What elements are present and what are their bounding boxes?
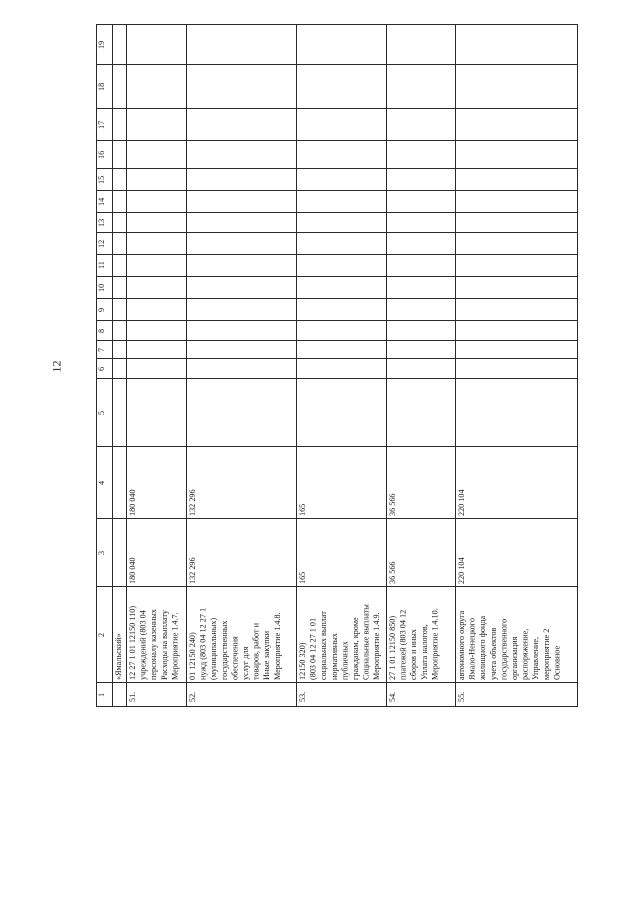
- description-line: обеспечения: [230, 636, 240, 680]
- table-cell: [126, 276, 186, 298]
- continuation-cell: [112, 190, 126, 212]
- table-cell: [296, 190, 386, 212]
- table-cell: [455, 108, 577, 140]
- table-cell: [186, 190, 296, 212]
- header-cell: [96, 108, 112, 140]
- description-line: Мероприятие 1.4.8.: [272, 612, 282, 680]
- table-cell: [386, 378, 455, 446]
- table-cell: [126, 254, 186, 276]
- page-number: 12: [49, 360, 64, 372]
- continuation-cell: [112, 276, 126, 298]
- row-number: 53.: [298, 691, 307, 702]
- header-cell: [96, 446, 112, 518]
- description-line: Уплата налогов,: [419, 624, 429, 680]
- table-cell: [386, 518, 455, 586]
- table-cell: [455, 298, 577, 320]
- table-cell: [296, 358, 386, 378]
- row-description: [187, 587, 284, 682]
- table-cell: [455, 64, 577, 108]
- header-cell: [96, 378, 112, 446]
- continuation-cell: [112, 212, 126, 232]
- header-cell: [96, 358, 112, 378]
- header-number: 2: [97, 632, 106, 637]
- continuation-cell: [112, 682, 126, 706]
- table-cell: [126, 190, 186, 212]
- table-cell: [455, 518, 577, 586]
- table-cell: [126, 682, 186, 706]
- table-cell: [455, 212, 577, 232]
- table-cell: [296, 108, 386, 140]
- header-cell: [96, 298, 112, 320]
- table-cell: [126, 64, 186, 108]
- header-number: 6: [97, 366, 106, 371]
- header-cell: [96, 24, 112, 64]
- table-cell: [296, 64, 386, 108]
- description-line: жилищного фонда: [478, 615, 488, 680]
- row-number: 55.: [457, 691, 466, 702]
- table-cell: [126, 586, 186, 682]
- table-cell: [186, 682, 296, 706]
- table-cell: [296, 298, 386, 320]
- table-cell: [186, 358, 296, 378]
- row-description: [456, 587, 564, 682]
- table-cell: [126, 446, 186, 518]
- table-cell: [455, 232, 577, 254]
- table-cell: [126, 168, 186, 190]
- description-line: (803 04 12 27 1 01: [308, 617, 318, 680]
- table-cell: [386, 358, 455, 378]
- description-line: организация: [509, 636, 519, 680]
- header-number: 13: [97, 218, 106, 227]
- table-cell: [455, 358, 577, 378]
- description-line: Расходы на выплату: [159, 610, 169, 680]
- table-cell: [386, 254, 455, 276]
- description-line: 27 1 01 12150 850): [388, 615, 397, 680]
- header-number: 4: [97, 480, 106, 485]
- row-value-col4: 132 296: [188, 489, 197, 516]
- header-cell: [96, 190, 112, 212]
- description-line: распоряжение,: [520, 628, 530, 680]
- description-line: государственного: [499, 618, 509, 680]
- table-cell: [296, 232, 386, 254]
- header-number: 7: [97, 347, 106, 352]
- header-cell: [96, 340, 112, 358]
- table-cell: [126, 378, 186, 446]
- description-line: Мероприятие 1.4.7.: [170, 612, 180, 680]
- description-line: социальных выплат: [319, 611, 329, 680]
- table-cell: [126, 212, 186, 232]
- description-line: публичных: [340, 641, 350, 680]
- table-cell: [386, 276, 455, 298]
- description-line: 01 12150 240): [188, 632, 197, 680]
- table-cell: [386, 24, 455, 64]
- row-number: 52.: [188, 691, 197, 702]
- table-cell: [386, 232, 455, 254]
- table-cell: [126, 340, 186, 358]
- table-cell: [455, 190, 577, 212]
- table-cell: [186, 24, 296, 64]
- continuation-cell: [112, 298, 126, 320]
- row-value-col3: 180 040: [128, 557, 137, 584]
- table-cell: [186, 518, 296, 586]
- header-number: 11: [97, 261, 106, 270]
- table-cell: [386, 190, 455, 212]
- table-cell: [455, 446, 577, 518]
- table-right-border: [577, 24, 578, 706]
- table-cell: [296, 140, 386, 168]
- row-value-col3: 36 566: [388, 561, 397, 584]
- header-number: 3: [97, 550, 106, 555]
- table-cell: [386, 340, 455, 358]
- continuation-cell: [112, 320, 126, 340]
- table-cell: [386, 586, 455, 682]
- row-description: [387, 587, 442, 682]
- description-line: товаров, работ и: [251, 623, 261, 680]
- table-cell: [296, 518, 386, 586]
- description-line: Основное: [552, 645, 562, 680]
- description-line: платежей (803 04 12: [398, 609, 408, 680]
- description-line: гражданам, кроме: [350, 617, 360, 680]
- continuation-cell: [112, 64, 126, 108]
- continuation-cell: [112, 108, 126, 140]
- table-cell: [296, 168, 386, 190]
- description-line: учреждений (803 04: [138, 610, 148, 680]
- header-number: 17: [97, 120, 106, 129]
- table-cell: [186, 168, 296, 190]
- header-number: 18: [97, 82, 106, 91]
- header-number: 8: [97, 328, 106, 333]
- header-cell: [96, 320, 112, 340]
- header-number: 10: [97, 283, 106, 292]
- table-cell: [126, 518, 186, 586]
- row-value-col3: 165: [298, 571, 307, 584]
- table-cell: [386, 168, 455, 190]
- table-cell: [455, 276, 577, 298]
- continuation-cell: [112, 140, 126, 168]
- table-cell: [455, 320, 577, 340]
- table-cell: [126, 140, 186, 168]
- table-cell: [186, 212, 296, 232]
- table-cell: [126, 108, 186, 140]
- table-cell: [455, 168, 577, 190]
- description-line: нужд (803 04 12 27 1: [198, 607, 208, 680]
- table-cell: [126, 298, 186, 320]
- row-number: 54.: [388, 691, 397, 702]
- table-cell: [386, 108, 455, 140]
- table-cell: [296, 276, 386, 298]
- description-line: сборов и иных: [409, 629, 419, 680]
- table-cell: [386, 140, 455, 168]
- continuation-cell: [112, 586, 126, 682]
- description-line: государственных: [219, 620, 229, 680]
- table-cell: [296, 586, 386, 682]
- continuation-cell: [112, 254, 126, 276]
- header-number: 9: [97, 307, 106, 312]
- table-cell: [455, 140, 577, 168]
- row-description: [127, 587, 182, 682]
- continuation-cell: [112, 518, 126, 586]
- table-cell: [186, 254, 296, 276]
- description-line: персоналу казенных: [149, 609, 159, 680]
- table-cell: [126, 358, 186, 378]
- row-value-col4: 165: [298, 503, 307, 516]
- table-cell: [455, 586, 577, 682]
- table-cell: [296, 212, 386, 232]
- description-line: автономного округа: [457, 610, 466, 680]
- table-cell: [186, 108, 296, 140]
- table-cell: [186, 298, 296, 320]
- table-cell: [386, 446, 455, 518]
- header-number: 19: [97, 40, 106, 49]
- table-cell: [186, 340, 296, 358]
- table-cell: [386, 212, 455, 232]
- description-line: 12 27 1 01 12150 110): [128, 605, 137, 680]
- table-cell: [296, 446, 386, 518]
- table-cell: [186, 586, 296, 682]
- description-line: (муниципальных): [209, 617, 219, 680]
- header-cell: [96, 168, 112, 190]
- table-cell: [296, 340, 386, 358]
- table-cell: [296, 320, 386, 340]
- header-cell: [96, 276, 112, 298]
- table-cell: [296, 682, 386, 706]
- row-number: 51.: [128, 691, 137, 702]
- row-value-col4: 180 040: [128, 489, 137, 516]
- header-number: 14: [97, 197, 106, 206]
- row-value-col4: 36 566: [388, 493, 397, 516]
- continuation-cell: [112, 168, 126, 190]
- table-cell: [186, 446, 296, 518]
- continuation-cell: [112, 378, 126, 446]
- table-cell: [186, 320, 296, 340]
- description-line: мероприятие 2: [541, 628, 551, 680]
- header-number: 1: [97, 692, 106, 697]
- header-number: 12: [97, 239, 106, 248]
- table-cell: [126, 320, 186, 340]
- continuation-cell: [112, 24, 126, 64]
- table-cell: [186, 378, 296, 446]
- continuation-text: «Ямальский»: [114, 633, 123, 680]
- row-value-col3: 132 296: [188, 557, 197, 584]
- continuation-cell: [112, 446, 126, 518]
- description-line: услуг для: [240, 646, 250, 680]
- description-line: Мероприятие 1.4.9.: [372, 612, 382, 680]
- table-cell: [455, 340, 577, 358]
- header-cell: [96, 518, 112, 586]
- row-value-col3: 220 104: [457, 557, 466, 584]
- continuation-cell: [112, 340, 126, 358]
- description-line: Социальные выплаты: [361, 604, 371, 680]
- description-line: учета объектов: [488, 627, 498, 680]
- table-cell: [386, 682, 455, 706]
- description-line: нормативных: [329, 633, 339, 680]
- header-cell: [96, 140, 112, 168]
- table-cell: [386, 320, 455, 340]
- header-number: 5: [97, 410, 106, 415]
- table-cell: [455, 682, 577, 706]
- table-cell: [296, 378, 386, 446]
- table-cell: [386, 64, 455, 108]
- row-description: [297, 587, 384, 682]
- row-value-col4: 220 104: [457, 489, 466, 516]
- table-cell: [455, 24, 577, 64]
- header-number: 16: [97, 150, 106, 159]
- continuation-cell: [112, 232, 126, 254]
- table-cell: [296, 24, 386, 64]
- table-cell: [455, 254, 577, 276]
- description-line: Иные закупки: [262, 630, 272, 680]
- table-cell: [386, 298, 455, 320]
- table-cell: [186, 276, 296, 298]
- header-cell: [96, 682, 112, 706]
- description-line: Мероприятие 1.4.10.: [430, 608, 440, 680]
- table-cell: [296, 254, 386, 276]
- table-cell: [126, 24, 186, 64]
- table-bottom-border: [96, 706, 578, 707]
- table-cell: [126, 232, 186, 254]
- header-cell: [96, 232, 112, 254]
- header-cell: [96, 254, 112, 276]
- header-cell: [96, 586, 112, 682]
- description-line: Ямало-Ненецкого: [467, 617, 477, 680]
- continuation-cell: [112, 358, 126, 378]
- description-line: Управление,: [531, 636, 541, 680]
- header-number: 15: [97, 175, 106, 184]
- table-cell: [186, 64, 296, 108]
- header-cell: [96, 64, 112, 108]
- table-cell: [186, 140, 296, 168]
- table-cell: [455, 378, 577, 446]
- description-line: 12150 320): [298, 642, 307, 680]
- table-cell: [186, 232, 296, 254]
- header-cell: [96, 212, 112, 232]
